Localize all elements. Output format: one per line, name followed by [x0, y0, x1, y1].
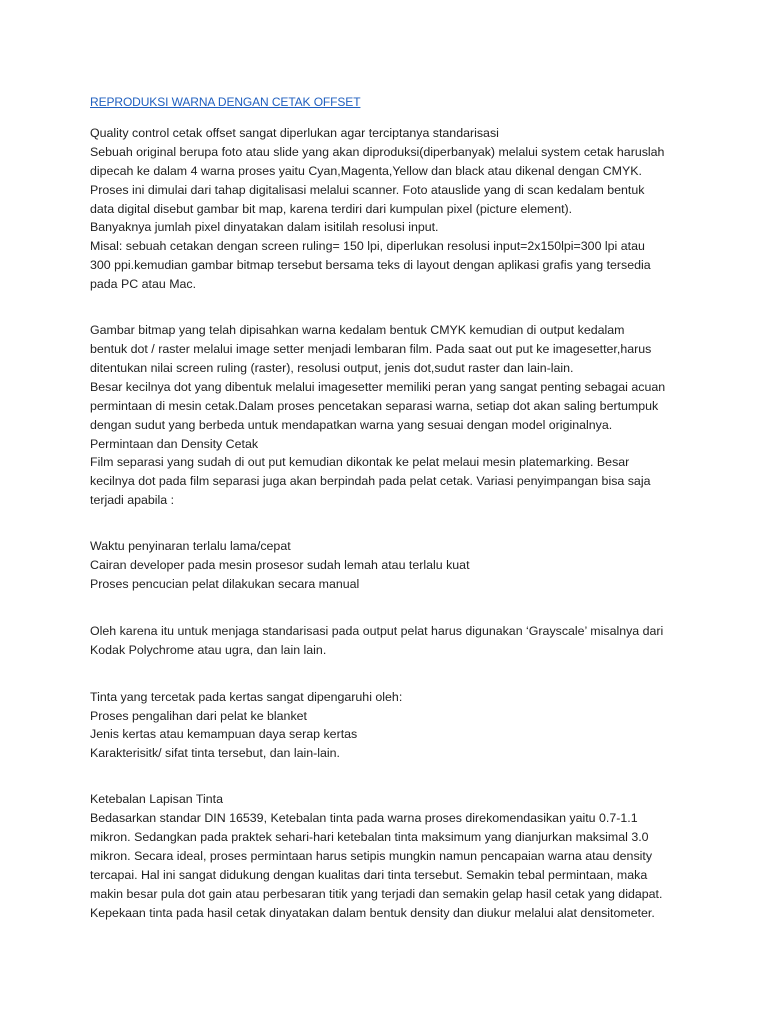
document-title[interactable]: REPRODUKSI WARNA DENGAN CETAK OFFSET	[90, 95, 361, 109]
paragraph-spacer	[90, 294, 690, 321]
text-line: makin besar pula dot gain atau perbesaran titik yang terjadi dan semakin gelap hasil cetak yang didapat.	[90, 886, 663, 901]
paragraph-ink-thickness	[90, 790, 690, 922]
text-line: mikron. Sedangkan pada praktek sehari-hari ketebalan tinta maksimum yang dianjurkan maksimal 3.0	[90, 830, 649, 845]
text-line: Ketebalan Lapisan Tinta	[90, 792, 223, 807]
text-line: Banyaknya jumlah pixel dinyatakan dalam isitilah resolusi input.	[90, 220, 439, 235]
text-line: Besar kecilnya dot yang dibentuk melalui imagesetter memiliki peran yang sangat penting sebagai acuan	[90, 379, 666, 394]
paragraph-bitmap-output	[90, 321, 690, 510]
text-line: Proses pengalihan dari pelat ke blanket	[90, 708, 307, 723]
text-line: Film separasi yang sudah di out put kemudian dikontak ke pelat melaui mesin platemarking. Besar	[90, 455, 630, 470]
text-line: Proses pencucian pelat dilakukan secara manual	[90, 576, 360, 591]
text-line: Cairan developer pada mesin prosesor sudah lemah atau terlalu kuat	[90, 558, 470, 573]
paragraph-spacer	[90, 660, 690, 688]
text-line: Jenis kertas atau kemampuan daya serap kertas	[90, 727, 358, 742]
paragraph-spacer	[90, 763, 690, 790]
text-line: Kepekaan tinta pada hasil cetak dinyatakan dalam bentuk density dan diukur melalui alat densitometer.	[90, 905, 655, 920]
text-line: mikron. Secara ideal, proses permintaan harus setipis mungkin namun pencapaian warna atau density	[90, 849, 653, 863]
text-line: dipecah ke dalam 4 warna proses yaitu Cyan,Magenta,Yellow dan black atau dikenal dengan CMYK.	[90, 163, 642, 178]
text-line: Quality control cetak offset sangat diperlukan agar terciptanya standarisasi	[90, 125, 499, 140]
text-line: bentuk dot / raster melalui image setter menjadi lembaran film. Pada saat out put ke imagesetter,harus	[90, 341, 652, 356]
text-line: permintaan di mesin cetak.Dalam proses pencetakan separasi warna, setiap dot akan saling bertumpuk	[90, 398, 659, 413]
text-line: Kodak Polychrome atau ugra, dan lain lain.	[90, 642, 327, 657]
document-page	[90, 93, 690, 923]
text-line: data digital disebut gambar bit map, karena terdiri dari kumpulan pixel (picture element).	[90, 201, 573, 216]
text-line: pada PC atau Mac.	[90, 277, 197, 292]
text-line: ditentukan nilai screen ruling (raster), resolusi output, jenis dot,sudut raster dan lain-lain.	[90, 360, 574, 375]
text-line: Permintaan dan Density Cetak	[90, 436, 259, 451]
text-line: dengan sudut yang berbeda untuk mendapatkan warna yang sesuai dengan model originalnya.	[90, 417, 613, 432]
text-line: Waktu penyinaran terlalu lama/cepat	[90, 539, 291, 554]
text-line: kecilnya dot pada film separasi juga akan berpindah pada pelat cetak. Variasi penyimpangan bisa saja	[90, 474, 651, 489]
text-line: Bedasarkan standar DIN 16539, Ketebalan tinta pada warna proses direkomendasikan yaitu 0.7-1.1	[90, 811, 638, 826]
text-line: tercapai. Hal ini sangat didukung dengan kualitas dari tinta tersebut. Semakin tebal permintaan, maka	[90, 867, 648, 882]
text-line: Proses ini dimulai dari tahap digitalisasi melalui scanner. Foto atauslide yang di scan kedalam bentuk	[90, 182, 645, 197]
text-line: Gambar bitmap yang telah dipisahkan warna kedalam bentuk CMYK kemudian di output kedalam	[90, 323, 625, 338]
paragraph-deviation-causes	[90, 537, 690, 594]
text-line: Oleh karena itu untuk menjaga standarisasi pada output pelat harus digunakan ‘Grayscale’ misalnya dari	[90, 623, 664, 638]
text-line: Tinta yang tercetak pada kertas sangat dipengaruhi oleh:	[90, 689, 403, 704]
paragraph-spacer	[90, 594, 690, 622]
text-line: Karakterisitk/ sifat tinta tersebut, dan lain-lain.	[90, 746, 340, 761]
paragraph-spacer	[90, 510, 690, 537]
text-line: Misal: sebuah cetakan dengan screen ruling= 150 lpi, diperlukan resolusi input=2x150lpi=300 lpi atau	[90, 239, 645, 254]
text-line: terjadi apabila :	[90, 493, 175, 508]
text-line: Sebuah original berupa foto atau slide yang akan diproduksi(diperbanyak) melalui system cetak haruslah	[90, 144, 665, 159]
paragraph-intro	[90, 124, 690, 294]
paragraph-ink-factors	[90, 688, 690, 764]
paragraph-grayscale	[90, 622, 690, 660]
text-line: 300 ppi.kemudian gambar bitmap tersebut bersama teks di layout dengan aplikasi grafis yang tersedia	[90, 258, 651, 273]
